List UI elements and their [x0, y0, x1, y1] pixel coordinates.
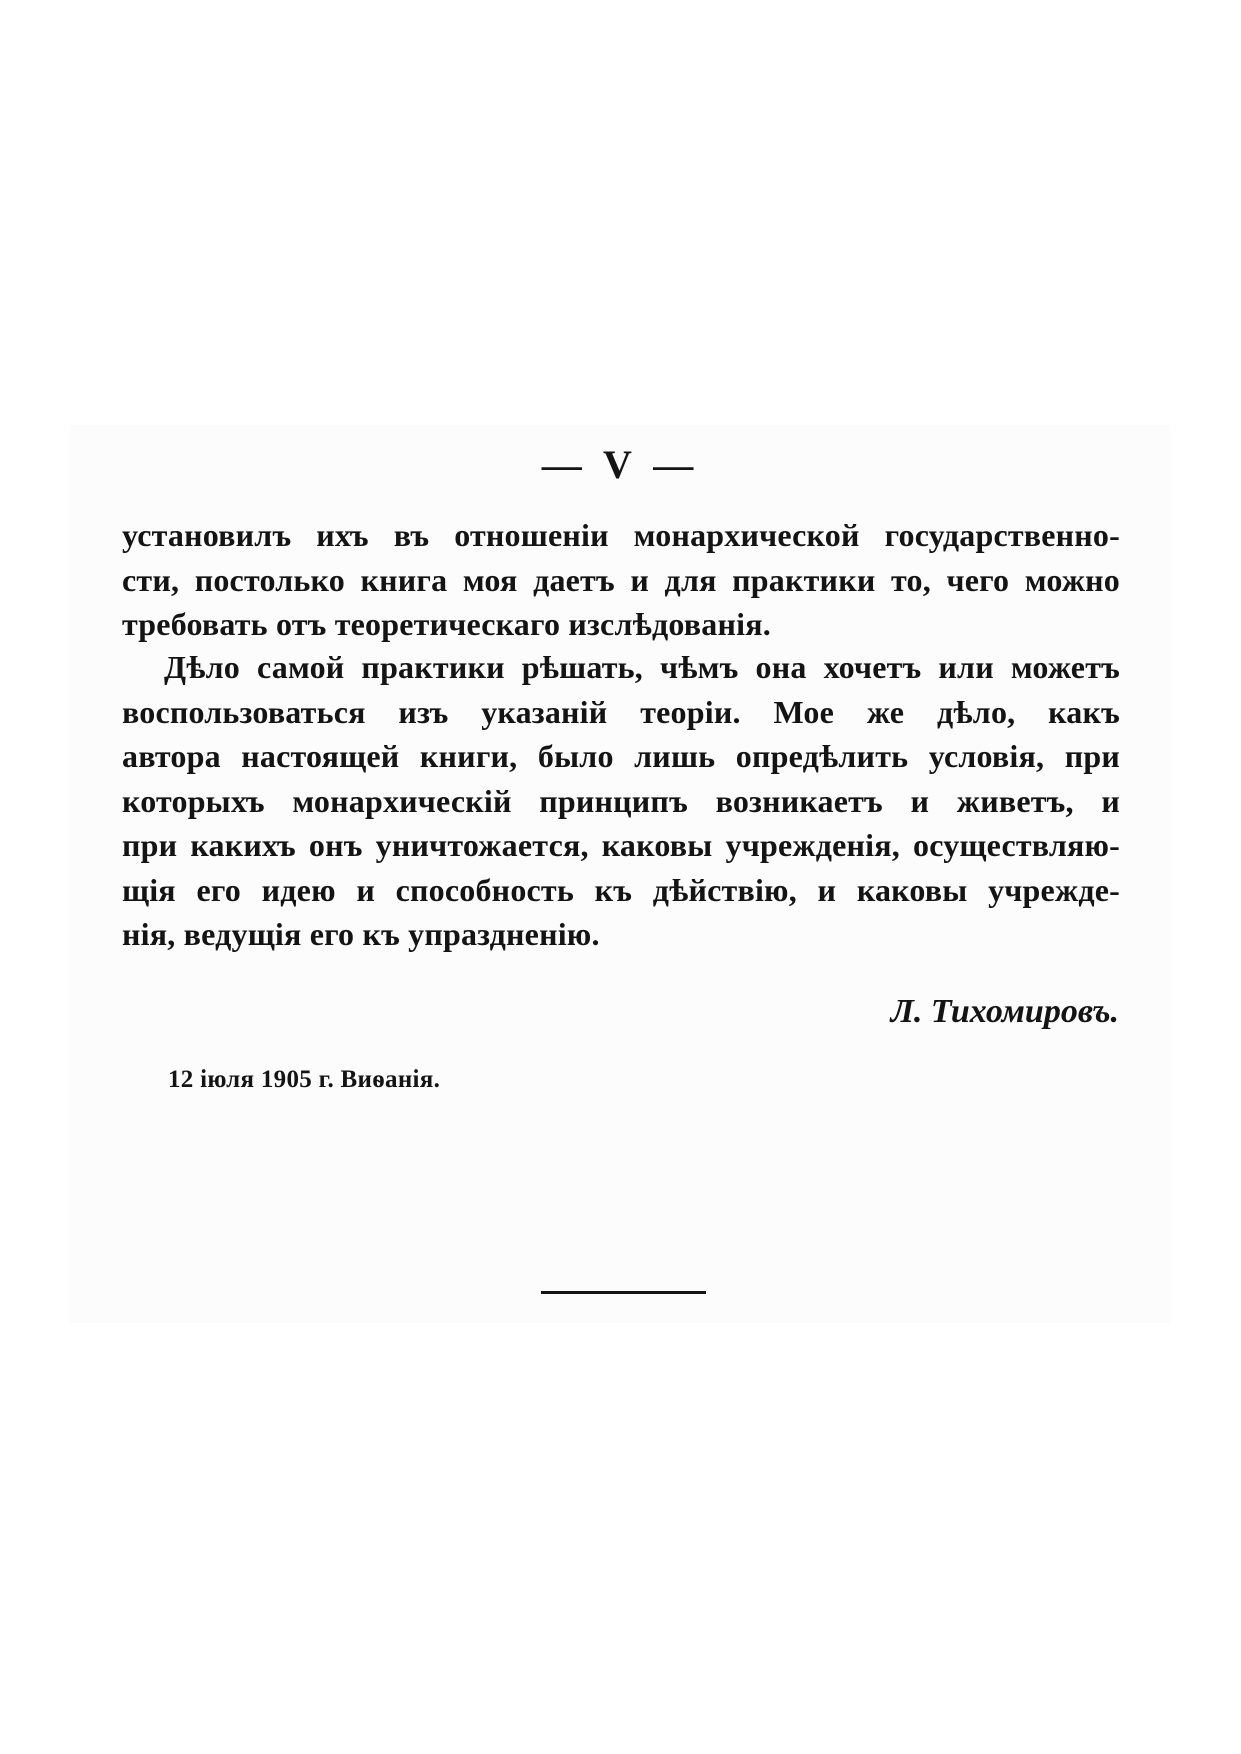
text-line: при какихъ онъ уничтожается, каковы учрежденія, осуществляю-	[122, 827, 1120, 863]
text-line: требовать отъ теоретическаго изслѣдованія.	[122, 606, 771, 642]
text-line: установилъ ихъ въ отношеніи монархической государственно-	[122, 517, 1120, 553]
paragraph-2	[122, 645, 1120, 957]
text-line: нія, ведущія его къ упраздненію.	[122, 916, 600, 952]
page-number: — V —	[541, 442, 700, 487]
author-signature: Л. Тихомировъ.	[890, 993, 1119, 1030]
text-line: сти, постолько книга моя даетъ и для практики то, чего можно	[122, 561, 1120, 598]
end-rule	[541, 1291, 706, 1294]
paragraph-1	[122, 513, 1120, 647]
text-line: автора настоящей книги, было лишь опредѣлить условія, при	[122, 738, 1120, 774]
dateline: 12 іюля 1905 г. Виѳанія.	[168, 1066, 441, 1093]
text-line: Дѣло самой практики рѣшать, чѣмъ она хочетъ или можетъ	[164, 649, 1120, 685]
text-line: воспользоваться изъ указаній теоріи. Мое же дѣло, какъ	[122, 693, 1120, 730]
text-line: щія его идею и способность къ дѣйствію, и каковы учрежде-	[122, 871, 1120, 908]
text-line: которыхъ монархическій принципъ возникаетъ и живетъ, и	[122, 782, 1120, 819]
